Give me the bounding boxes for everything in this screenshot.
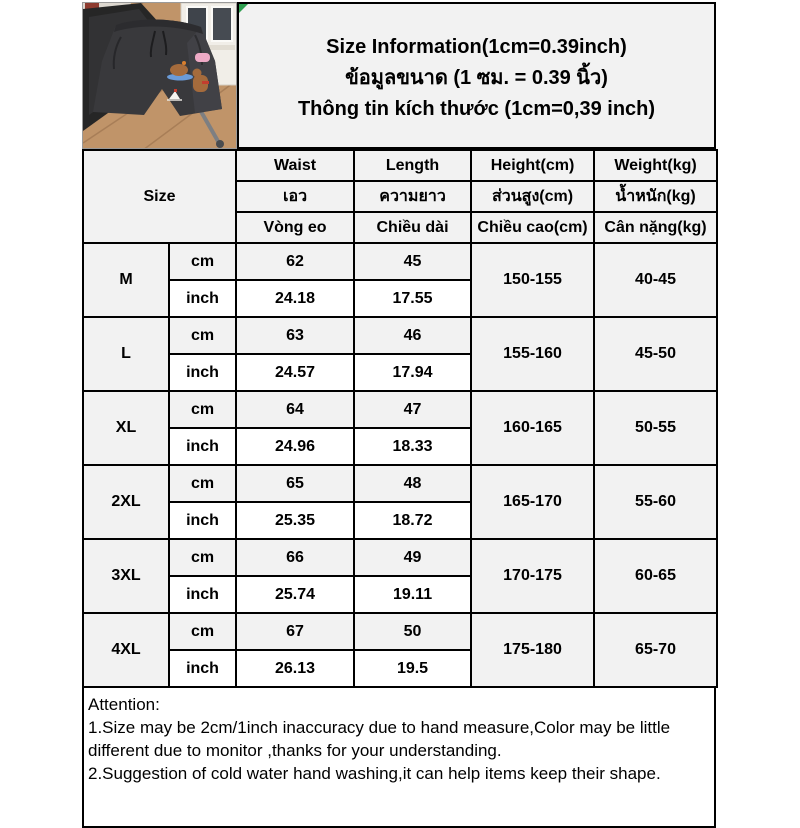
size-label-2xl: 2XL [83,465,169,539]
unit-cm-label: cm [169,243,236,280]
product-photo-illustration [83,3,237,149]
col-header-length-vi: Chiều dài [354,212,471,243]
size-label-4xl: 4XL [83,613,169,687]
row-m-cm [83,243,717,280]
col-header-length-en: Length [354,150,471,181]
weight-range-value: 50-55 [594,391,717,465]
size-table [82,149,718,688]
unit-cm-label: cm [169,317,236,354]
col-header-weight-en: Weight(kg) [594,150,717,181]
col-header-weight-th: น้ำหนัก(kg) [594,181,717,212]
waist-cm-value: 66 [236,539,354,576]
row-xl-cm [83,391,717,428]
height-range-value: 150-155 [471,243,594,317]
unit-cm-label: cm [169,465,236,502]
unit-cm-label: cm [169,613,236,650]
length-inch-value: 19.5 [354,650,471,687]
title-thai: ข้อมูลขนาด (1 ซม. = 0.39 นิ้ว) [345,67,608,89]
row-l-cm [83,317,717,354]
length-cm-value: 49 [354,539,471,576]
height-range-value: 160-165 [471,391,594,465]
weight-range-value: 60-65 [594,539,717,613]
title-vietnamese: Thông tin kích thước (1cm=0,39 inch) [297,98,656,120]
unit-inch-label: inch [169,280,236,317]
attention-heading: Attention: [88,695,160,714]
size-label-xl: XL [83,391,169,465]
green-corner-marker [239,4,248,13]
waist-inch-value: 24.96 [236,428,354,465]
unit-cm-label: cm [169,391,236,428]
waist-cm-value: 67 [236,613,354,650]
waist-inch-value: 24.18 [236,280,354,317]
length-inch-value: 18.72 [354,502,471,539]
top-section [82,2,716,149]
col-header-waist-vi: Vòng eo [236,212,354,243]
weight-range-value: 55-60 [594,465,717,539]
length-inch-value: 17.55 [354,280,471,317]
size-corner-cell: Size [83,150,236,243]
height-range-value: 170-175 [471,539,594,613]
length-cm-value: 46 [354,317,471,354]
attention-box [82,688,716,828]
waist-inch-value: 24.57 [236,354,354,391]
title-english: Size Information(1cm=0.39inch) [326,36,627,58]
unit-inch-label: inch [169,576,236,613]
title-box [237,2,716,149]
col-header-waist-en: Waist [236,150,354,181]
unit-inch-label: inch [169,650,236,687]
waist-cm-value: 64 [236,391,354,428]
unit-inch-label: inch [169,428,236,465]
length-inch-value: 18.33 [354,428,471,465]
length-inch-value: 19.11 [354,576,471,613]
size-label-l: L [83,317,169,391]
col-header-waist-th: เอว [236,181,354,212]
unit-cm-label: cm [169,539,236,576]
size-label-3xl: 3XL [83,539,169,613]
height-range-value: 165-170 [471,465,594,539]
height-range-value: 155-160 [471,317,594,391]
col-header-height-vi: Chiều cao(cm) [471,212,594,243]
weight-range-value: 45-50 [594,317,717,391]
size-label-m: M [83,243,169,317]
col-header-height-th: ส่วนสูง(cm) [471,181,594,212]
weight-range-value: 65-70 [594,613,717,687]
col-header-weight-vi: Cân nặng(kg) [594,212,717,243]
length-cm-value: 45 [354,243,471,280]
product-photo [82,2,237,149]
size-chart-page [82,2,716,828]
length-cm-value: 48 [354,465,471,502]
waist-inch-value: 25.35 [236,502,354,539]
waist-cm-value: 62 [236,243,354,280]
row-2xl-cm [83,465,717,502]
waist-cm-value: 63 [236,317,354,354]
waist-cm-value: 65 [236,465,354,502]
height-range-value: 175-180 [471,613,594,687]
length-inch-value: 17.94 [354,354,471,391]
header-row-english [83,150,717,181]
row-4xl-cm [83,613,717,650]
length-cm-value: 47 [354,391,471,428]
attention-note-2: 2.Suggestion of cold water hand washing,it can help items keep their shape. [88,764,661,783]
length-cm-value: 50 [354,613,471,650]
attention-note-1: 1.Size may be 2cm/1inch inaccuracy due to hand measure,Color may be little different due to monitor ,thanks for your understanding. [88,718,671,760]
col-header-height-en: Height(cm) [471,150,594,181]
waist-inch-value: 26.13 [236,650,354,687]
unit-inch-label: inch [169,354,236,391]
waist-inch-value: 25.74 [236,576,354,613]
weight-range-value: 40-45 [594,243,717,317]
row-3xl-cm [83,539,717,576]
col-header-length-th: ความยาว [354,181,471,212]
unit-inch-label: inch [169,502,236,539]
